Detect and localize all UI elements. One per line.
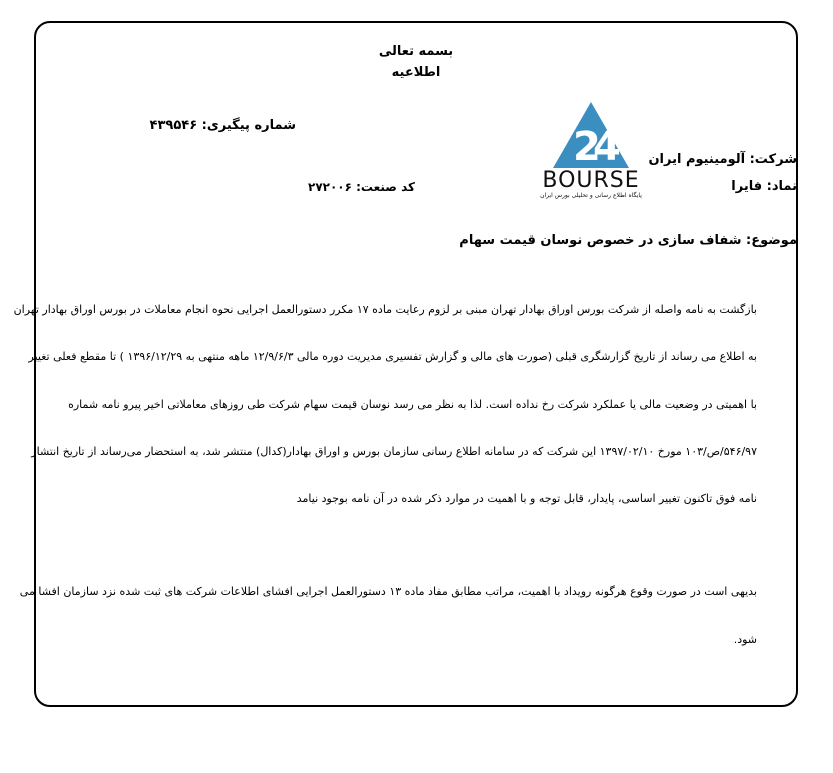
body-line-7: شود.	[733, 633, 757, 646]
industry-code: کد صنعت: ۲۷۲۰۰۶	[308, 180, 415, 194]
body-line-2: به اطلاع می رساند از تاریخ گزارشگری قبلی (صورت های مالی و گزارش تفسیری مدیریت دوره مالی ۱۲/۹/۶/۳ ماهه منتهی به ۱۳۹۶/۱۲/۲۹ ) تا مقطع فعلی تغییر	[28, 350, 757, 363]
body-line-3: با اهمیتی در وضعیت مالی یا عملکرد شرکت رخ نداده است. لذا به نظر می رسد نوسان قیمت سهام شرکت طی روزهای معاملاتی اخیر پیرو نامه شماره	[68, 398, 757, 411]
body-line-6: بدیهی است در صورت وقوع هرگونه رویداد با اهمیت، مراتب مطابق مفاد ماده ۱۳ دستورالعمل اجرایی افشای اطلاعات شرکت های ثبت شده نزد سازمان افشا می	[19, 585, 757, 598]
svg-text:4: 4	[593, 124, 621, 170]
body-line-4: ۵۴۶/۹۷/ص/۱۰۳ مورخ ۱۳۹۷/۰۲/۱۰ این شرکت که در سامانه اطلاع رسانی سازمان بورس و اوراق بهادار(کدال) منتشر شد، به استحضار می‌رساند از تاریخ انتشار	[31, 445, 757, 458]
logo-tagline: پایگاه اطلاع رسانی و تحلیلی بورس ایران	[540, 192, 642, 199]
body-line-1: بازگشت به نامه واصله از شرکت بورس اوراق بهادار تهران مبنی بر لزوم رعایت ماده ۱۷ مکرر دستورالعمل اجرایی نحوه انجام معاملات در بورس اوراق بهادار تهران	[13, 303, 757, 316]
company-name: شرکت: آلومینیوم ایران	[648, 152, 797, 167]
subject-line: موضوع: شفاف سازی در خصوص نوسان قیمت سهام	[459, 233, 797, 248]
svg-text:2: 2	[573, 124, 601, 170]
bourse-24-triangle-logo-icon	[527, 100, 655, 170]
tracking-number: شماره پیگیری: ۴۳۹۵۴۶	[149, 118, 296, 133]
bourse-logo	[527, 100, 655, 200]
logo-wordmark: BOURSE	[542, 168, 640, 193]
company-symbol: نماد: فایرا	[731, 179, 797, 194]
notice-heading: اطلاعیه	[391, 65, 441, 80]
body-line-5: نامه فوق تاکنون تغییر اساسی، پایدار، قابل توجه و با اهمیت در موارد ذکر شده در آن نامه بوجود نیامد	[296, 492, 757, 505]
bismillah-heading: بسمه تعالی	[378, 44, 454, 59]
